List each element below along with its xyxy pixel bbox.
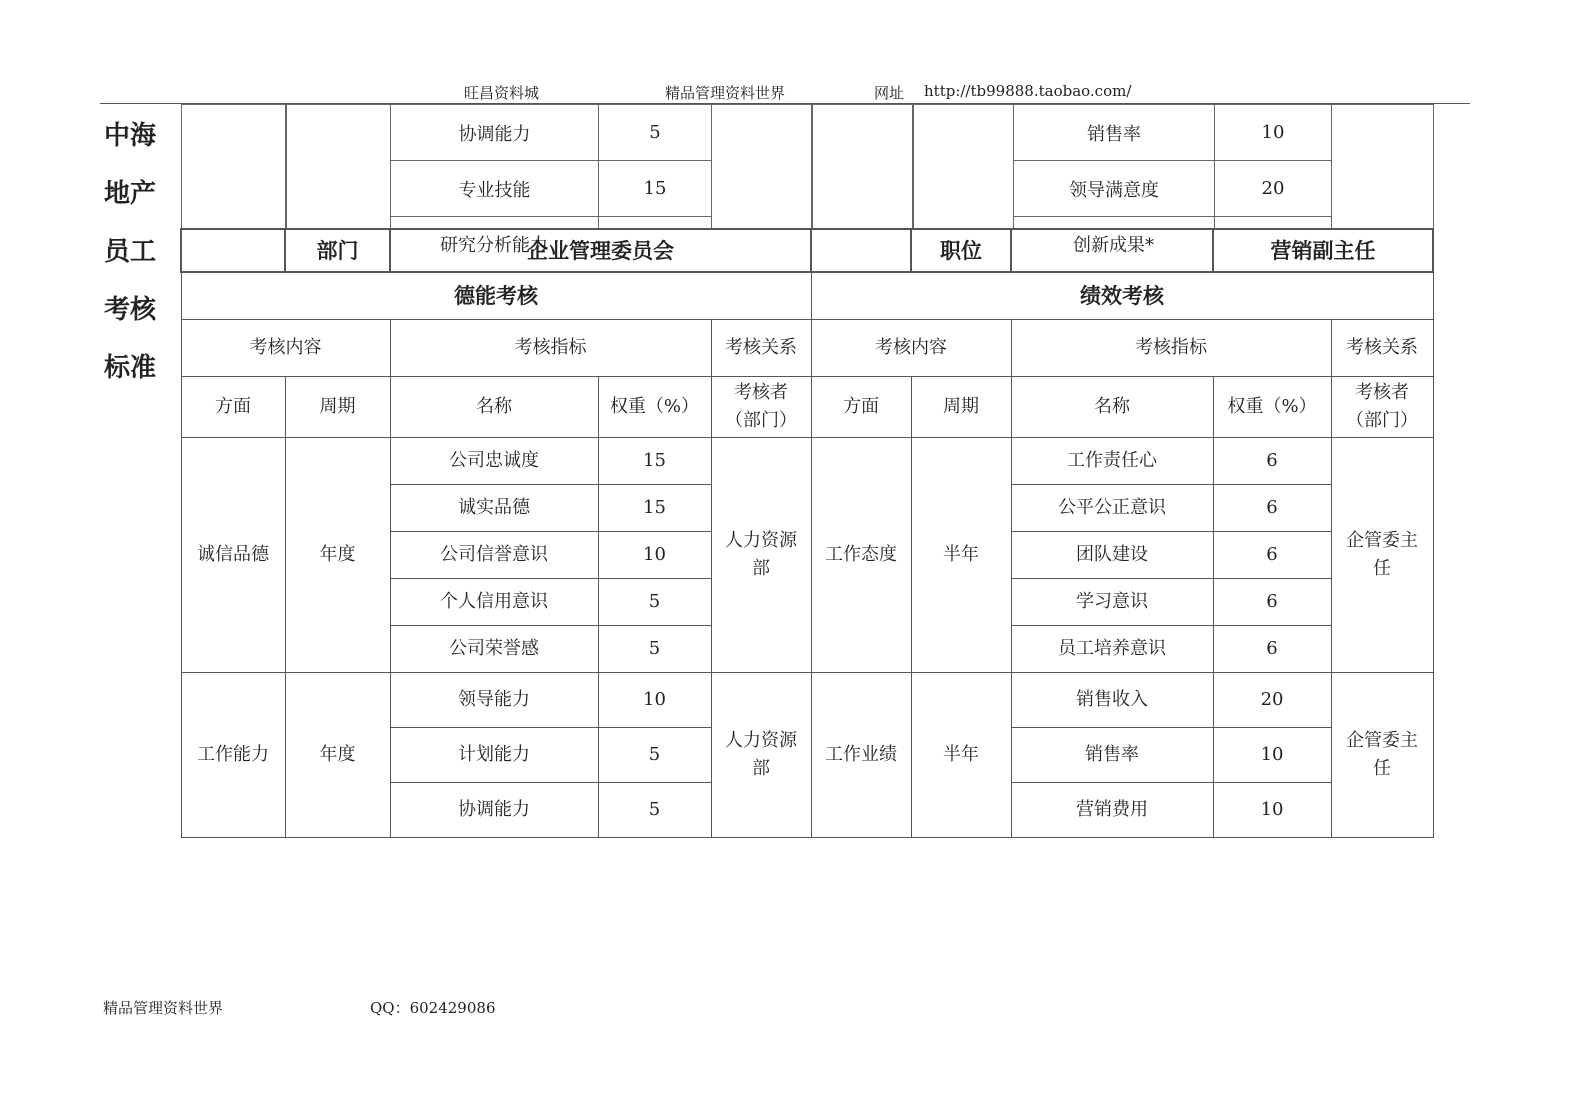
item-weight: 10: [1213, 782, 1331, 837]
fragment-cell: [181, 104, 287, 230]
fragment-cell: [599, 217, 712, 229]
header-content: 考核内容: [811, 319, 1011, 376]
fragment-cell: [1215, 217, 1332, 229]
side-title-line: 考核: [104, 295, 157, 325]
item-name: 工作责任心: [1011, 437, 1213, 484]
side-title-line: 标准: [104, 353, 157, 383]
header-shop: 旺昌资料城: [464, 84, 540, 102]
item-name: 销售率: [1011, 727, 1213, 782]
fragment-weight: 10: [1215, 105, 1332, 161]
fragment-cell: [391, 217, 599, 229]
period-cell: 年度: [285, 437, 390, 672]
item-weight: 5: [598, 625, 711, 672]
section-left-title: 德能考核: [181, 272, 811, 319]
footer-brand: 精品管理资料世界: [103, 999, 224, 1017]
table-row: [181, 437, 1433, 484]
table-row: [181, 672, 1433, 727]
assessor-cell: 人力资源部: [711, 437, 811, 672]
item-name: 销售收入: [1011, 672, 1213, 727]
assessor-cell: 人力资源部: [711, 672, 811, 837]
header-relation: 考核关系: [711, 319, 811, 376]
info-cell: [1011, 229, 1213, 272]
fragment-cell: [1331, 104, 1434, 230]
header-weight: 权重（%）: [598, 376, 711, 437]
aspect-cell: 工作态度: [811, 437, 911, 672]
header-aspect: 方面: [181, 376, 285, 437]
header-slogan: 精品管理资料世界: [665, 84, 786, 102]
fragment-name: 销售率: [1014, 105, 1215, 161]
item-weight: 6: [1213, 484, 1331, 531]
item-weight: 10: [1213, 727, 1331, 782]
dept-label: 部门: [285, 229, 390, 272]
item-name: 公司忠诚度: [390, 437, 598, 484]
info-row: [181, 229, 1433, 272]
period-cell: 半年: [911, 437, 1011, 672]
header-content: 考核内容: [181, 319, 390, 376]
side-title-line: 地产: [104, 179, 157, 209]
item-weight: 5: [598, 727, 711, 782]
fragment-name: 协调能力: [391, 105, 599, 161]
info-cell: [181, 229, 285, 272]
header-assessor: 考核者（部门）: [1331, 376, 1433, 437]
subheader-row: [181, 376, 1433, 437]
header-indicator: 考核指标: [390, 319, 711, 376]
side-title-line: 中海: [104, 121, 157, 151]
fragment-cell: [812, 104, 914, 230]
item-name: 诚实品德: [390, 484, 598, 531]
item-weight: 6: [1213, 578, 1331, 625]
position-value: 营销副主任: [1213, 229, 1433, 272]
aspect-cell: 诚信品德: [181, 437, 285, 672]
item-name: 营销费用: [1011, 782, 1213, 837]
header-name: 名称: [390, 376, 598, 437]
header-indicator: 考核指标: [1011, 319, 1331, 376]
fragment-cell: [711, 104, 812, 230]
item-weight: 5: [598, 578, 711, 625]
header-name: 名称: [1011, 376, 1213, 437]
info-cell: [811, 229, 911, 272]
item-name: 个人信用意识: [390, 578, 598, 625]
item-weight: 15: [598, 484, 711, 531]
fragment-weight: 15: [599, 161, 712, 217]
header-url-link[interactable]: http://tb99888.taobao.com/: [924, 82, 1132, 100]
assessor-cell: 企管委主任: [1331, 437, 1433, 672]
header-relation: 考核关系: [1331, 319, 1433, 376]
footer-qq: QQ：602429086: [370, 999, 496, 1017]
section-row: [181, 272, 1433, 319]
item-name: 员工培养意识: [1011, 625, 1213, 672]
dept-value: 企业管理委员会: [390, 229, 811, 272]
fragment-cell: [285, 104, 391, 230]
header-assessor: 考核者（部门）: [711, 376, 811, 437]
item-weight: 10: [598, 531, 711, 578]
header-period: 周期: [285, 376, 390, 437]
item-name: 计划能力: [390, 727, 598, 782]
aspect-cell: 工作业绩: [811, 672, 911, 837]
fragment-weight: 20: [1215, 161, 1332, 217]
item-name: 公平公正意识: [1011, 484, 1213, 531]
item-name: 学习意识: [1011, 578, 1213, 625]
fragment-cell: [912, 104, 1014, 230]
header-url-label: 网址: [874, 84, 905, 102]
header-row: [181, 319, 1433, 376]
item-name: 协调能力: [390, 782, 598, 837]
period-cell: 年度: [285, 672, 390, 837]
fragment-right-table: [1013, 104, 1332, 229]
period-cell: 半年: [911, 672, 1011, 837]
side-title: [104, 107, 164, 397]
fragment-name: 领导满意度: [1014, 161, 1215, 217]
fragment-cell: [1014, 217, 1215, 229]
side-title-line: 员工: [104, 237, 157, 267]
item-name: 公司信誉意识: [390, 531, 598, 578]
header-aspect: 方面: [811, 376, 911, 437]
aspect-cell: 工作能力: [181, 672, 285, 837]
header-period: 周期: [911, 376, 1011, 437]
item-weight: 20: [1213, 672, 1331, 727]
item-name: 公司荣誉感: [390, 625, 598, 672]
fragment-name: 专业技能: [391, 161, 599, 217]
fragment-name-overlap: 创新成果*: [1073, 235, 1154, 256]
item-weight: 10: [598, 672, 711, 727]
item-weight: 6: [1213, 437, 1331, 484]
item-name: 团队建设: [1011, 531, 1213, 578]
fragment-weight: 5: [599, 105, 712, 161]
assessment-table: [180, 228, 1434, 838]
section-right-title: 绩效考核: [811, 272, 1433, 319]
header-weight: 权重（%）: [1213, 376, 1331, 437]
item-weight: 6: [1213, 625, 1331, 672]
item-weight: 6: [1213, 531, 1331, 578]
fragment-name-overlap: 研究分析能力: [440, 235, 548, 256]
item-weight: 5: [598, 782, 711, 837]
assessor-cell: 企管委主任: [1331, 672, 1433, 837]
fragment-left-table: [390, 104, 712, 229]
item-weight: 15: [598, 437, 711, 484]
position-label: 职位: [911, 229, 1011, 272]
item-name: 领导能力: [390, 672, 598, 727]
